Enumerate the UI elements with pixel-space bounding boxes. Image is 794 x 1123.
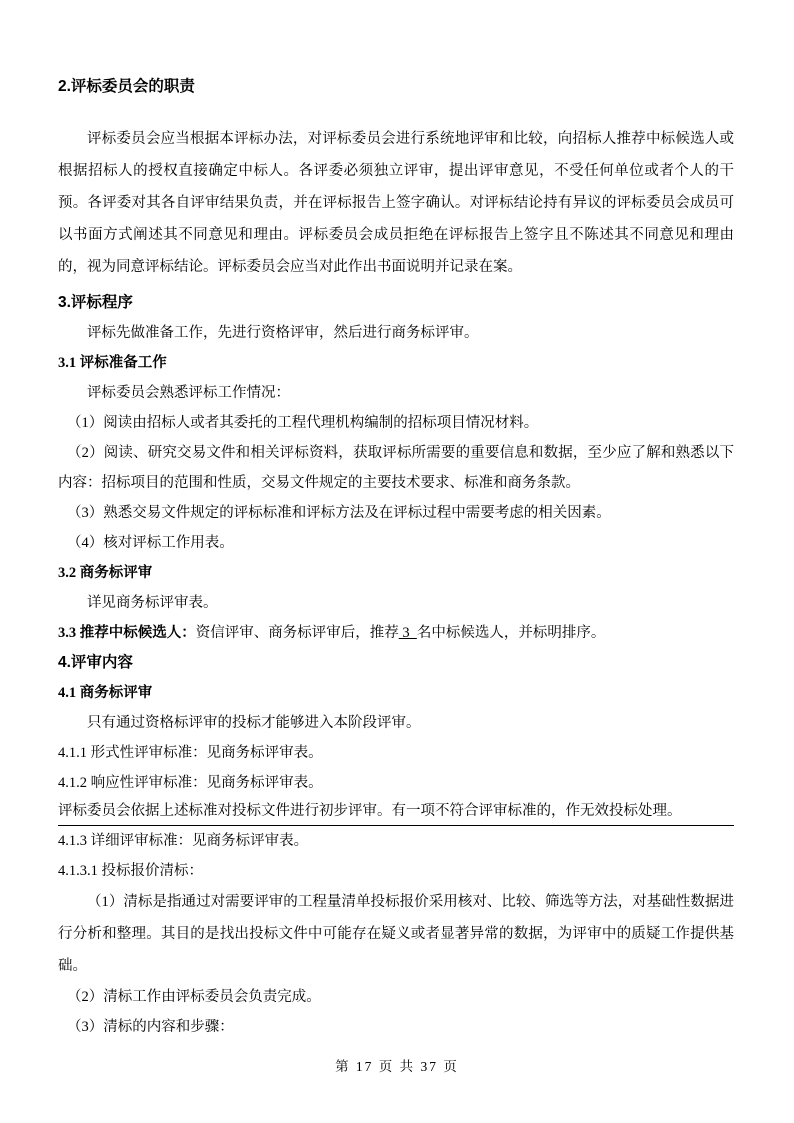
blank-filled-value: 3 [398,625,417,641]
paragraph-see-commercial-table: 详见商务标评审表。 [87,595,218,611]
list-item-prep-3: （3）熟悉交易文件规定的评标标准和评标方法及在评标过程中需要考虑的相关因素。 [67,505,611,521]
clause-bid-price-clearing: 4.1.3.1 投标报价清标： [58,863,203,879]
list-item-prep-1: （1）阅读由招标人或者其委托的工程代理机构编制的招标项目情况材料。 [67,415,539,431]
paragraph-preliminary-review-underlined: 评标委员会依据上述标准对投标文件进行初步评审。有一项不符合评审标准的，作无效投标处理。 [58,798,734,826]
list-item-clearing-2: （2）清标工作由评标委员会负责完成。 [67,989,321,1005]
subheading-commercial-bid-review: 4.1 商务标评审 [58,685,153,701]
page-footer [0,1059,794,1075]
list-item-prep-2: （2）阅读、研究交易文件和相关评标资料，获取评标所需要的重要信息和数据，至少应了解和熟悉以下内容：招标项目的范围和性质，交易文件规定的主要技术要求、标准和商务条款。 [58,445,734,491]
page-number: 第 17 页 共 37 页 [335,1059,459,1074]
clause-formal-review-standard: 4.1.1 形式性评审标准：见商务标评审表。 [58,745,323,761]
paragraph-committee-duties: 评标委员会应当根据本评标办法，对评标委员会进行系统地评审和比较，向招标人推荐中标候选人或根据招标人的授权直接确定中标人。各评委必须独立评审，提出评审意见，不受任何单位或者个人的干预。各评委对其各自评审结果负责，并在评标报告上签字确认。对评标结论持有异议的评标委员会成员可以书面方式阐述其不同意见和理由。评标委员会成员拒绝在评标报告上签字且不陈述其不同意见和理由的，视为同意评标结论。评标委员会应当对此作出书面说明并记录在案。 [58,131,734,275]
recommend-candidates-text-before: 资信评审、商务标评审后，推荐 [195,625,399,641]
paragraph-qualification-gate: 只有通过资格标评审的投标才能够进入本阶段评审。 [87,715,421,731]
paragraph-procedure-overview: 评标先做准备工作，先进行资格评审，然后进行商务标评审。 [87,325,479,341]
recommend-candidates-text-after: 名中标候选人，并标明排序。 [416,625,606,641]
subheading-commercial-bid-evaluation: 3.2 商务标评审 [58,565,153,581]
list-item-clearing-3: （3）清标的内容和步骤： [67,1019,234,1035]
paragraph-familiarize-intro: 评标委员会熟悉评标工作情况： [87,385,290,401]
section-heading-review-content: 4.评审内容 [58,654,133,671]
clause-responsiveness-review-standard: 4.1.2 响应性评审标准：见商务标评审表。 [58,775,323,791]
section-heading-committee-duties: 2.评标委员会的职责 [58,78,195,95]
subheading-recommend-candidates [58,618,734,648]
subheading-evaluation-preparation: 3.1 评标准备工作 [58,355,167,371]
section-heading-evaluation-procedure: 3.评标程序 [58,294,133,311]
clause-detailed-review-standard: 4.1.3 详细评审标准：见商务标评审表。 [58,833,309,849]
recommend-candidates-label: 3.3 推荐中标候选人： [58,625,196,641]
list-item-clearing-1: （1）清标是指通过对需要评审的工程量清单投标报价采用核对、比较、筛选等方法，对基础性数据进行分析和整理。其目的是找出投标文件中可能存在疑义或者显著异常的数据，为评审中的质疑工作提供基础。 [58,894,734,974]
list-item-prep-4: （4）核对评标工作用表。 [67,535,234,551]
